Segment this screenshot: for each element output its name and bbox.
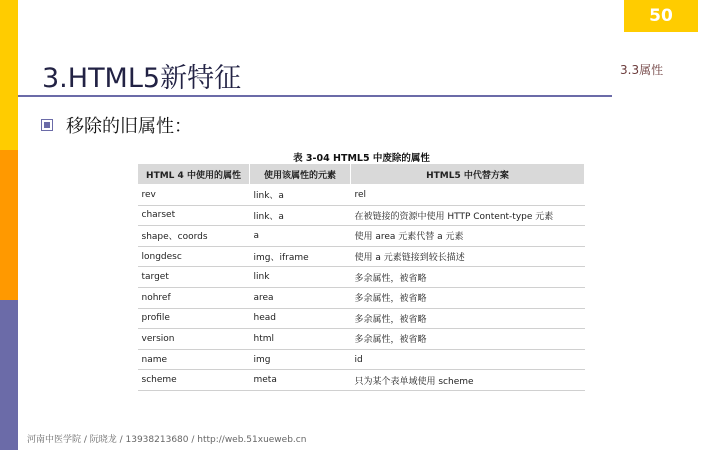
table-header-cell: 使用该属性的元素 bbox=[250, 164, 351, 185]
table-cell: 使用 area 元素代替 a 元素 bbox=[351, 226, 585, 247]
table-cell: 多余属性，被省略 bbox=[351, 287, 585, 308]
table-row bbox=[138, 226, 585, 247]
table-cell: nohref bbox=[138, 287, 250, 308]
table-cell: link、a bbox=[250, 185, 351, 206]
footer-credit: 河南中医学院 / 阮晓龙 / 13938213680 / http://web.51xueweb.cn bbox=[27, 435, 307, 445]
table-cell: meta bbox=[250, 370, 351, 391]
table-cell: link、a bbox=[250, 205, 351, 226]
table-cell: rev bbox=[138, 185, 250, 206]
bullet-square-icon bbox=[41, 119, 53, 131]
table-caption: 表 3-04 HTML5 中废除的属性 bbox=[293, 153, 430, 164]
table-row bbox=[138, 370, 585, 391]
table-cell: name bbox=[138, 349, 250, 370]
table-header-cell: HTML5 中代替方案 bbox=[351, 164, 585, 185]
table-cell: img bbox=[250, 349, 351, 370]
table-cell: rel bbox=[351, 185, 585, 206]
table-cell: a bbox=[250, 226, 351, 247]
table-row bbox=[138, 308, 585, 329]
table-cell: scheme bbox=[138, 370, 250, 391]
bullet-text: 移除的旧属性： bbox=[66, 116, 192, 137]
table-cell: 多余属性，被省略 bbox=[351, 329, 585, 350]
table-row bbox=[138, 287, 585, 308]
table-cell: id bbox=[351, 349, 585, 370]
table-cell: shape、coords bbox=[138, 226, 250, 247]
title-divider bbox=[18, 95, 612, 97]
page-number: 50 bbox=[624, 0, 698, 32]
table-header-cell: HTML 4 中使用的属性 bbox=[138, 164, 250, 185]
table-cell: link bbox=[250, 267, 351, 288]
table-cell: html bbox=[250, 329, 351, 350]
table-row bbox=[138, 246, 585, 267]
table-cell: charset bbox=[138, 205, 250, 226]
table-cell: head bbox=[250, 308, 351, 329]
table-cell: 多余属性，被省略 bbox=[351, 267, 585, 288]
section-tag: 3.3属性 bbox=[620, 63, 664, 77]
table-cell: version bbox=[138, 329, 250, 350]
slide-title: 3.HTML5新特征 bbox=[42, 63, 242, 94]
table-cell: profile bbox=[138, 308, 250, 329]
table-cell: longdesc bbox=[138, 246, 250, 267]
table-row bbox=[138, 205, 585, 226]
table-cell: 只为某个表单域使用 scheme bbox=[351, 370, 585, 391]
table-row bbox=[138, 267, 585, 288]
table-cell: 在被链接的资源中使用 HTTP Content-type 元素 bbox=[351, 205, 585, 226]
left-stripe-orange bbox=[0, 150, 18, 300]
left-stripe-yellow bbox=[0, 0, 18, 150]
table-cell: 使用 a 元素链接到较长描述 bbox=[351, 246, 585, 267]
table-cell: area bbox=[250, 287, 351, 308]
table-cell: img、iframe bbox=[250, 246, 351, 267]
table-row bbox=[138, 349, 585, 370]
table-row bbox=[138, 185, 585, 206]
removed-attributes-table bbox=[137, 163, 585, 391]
table-row bbox=[138, 329, 585, 350]
left-stripe-purple bbox=[0, 300, 18, 450]
table-header-row bbox=[138, 164, 585, 185]
table-cell: target bbox=[138, 267, 250, 288]
table-cell: 多余属性，被省略 bbox=[351, 308, 585, 329]
